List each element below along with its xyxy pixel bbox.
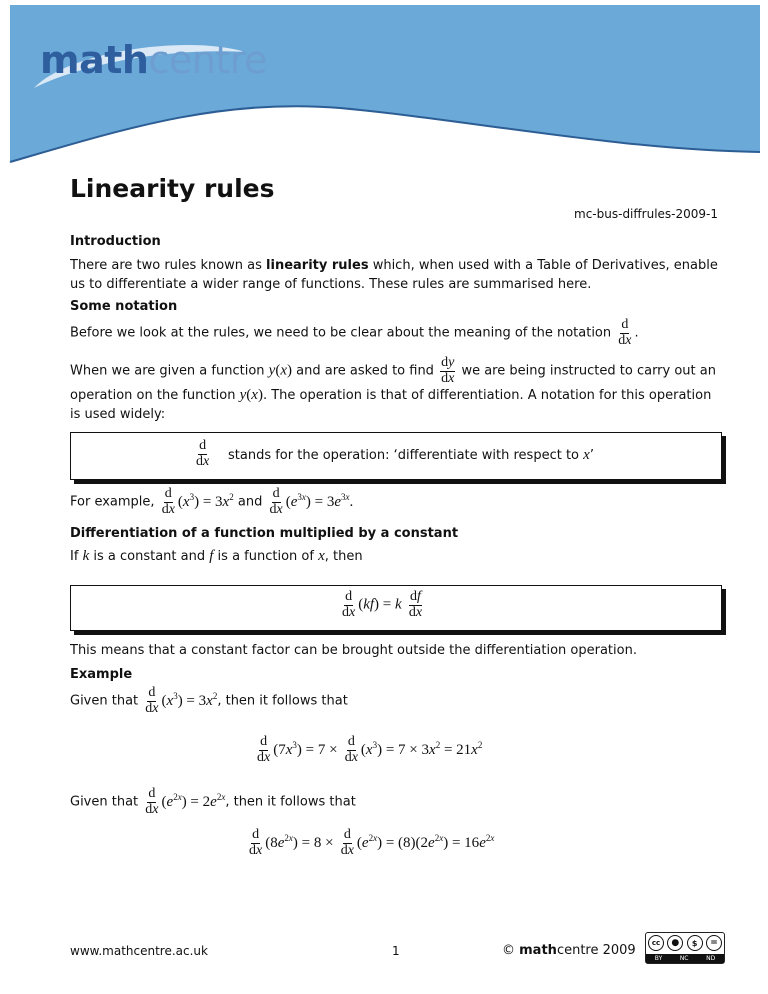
rule-box: [70, 585, 722, 631]
notation-paragraph: When we are given a function y(x) and are asked to find $\frac{dy}{dx}$ we are being instructed to carry out an operation on the function y(x). The operation is that of differentiation. A notation for this operation is used widely:: [70, 355, 717, 423]
noderivatives-icon: =: [706, 935, 722, 951]
rule-heading: Differentiation of a function multiplied by a constant: [70, 526, 459, 541]
document-code: mc-bus-diffrules-2009-1: [574, 207, 718, 221]
header-banner: [0, 0, 768, 175]
notation-heading: Some notation: [70, 299, 178, 314]
d-dx-fraction: $\frac{d}{dx}$: [618, 317, 632, 348]
noncommercial-icon: $: [687, 935, 703, 951]
cc-icons: [648, 935, 722, 952]
linearity-rules-term: linearity rules: [266, 258, 369, 273]
dy-dx-fraction: $\frac{dy}{dx}$: [441, 355, 455, 386]
page-number: 1: [392, 944, 400, 958]
cc-labels: BY NC ND: [646, 954, 724, 963]
page-title: Linearity rules: [70, 174, 275, 203]
intro-paragraph: There are two rules known as linearity rules which, when used with a Table of Derivatives, enable us to differentiate a wider range of functions. These rules are summarised here.: [70, 258, 718, 292]
footer-copyright: © mathcentre 2009: [502, 943, 636, 958]
banner-wave: [10, 5, 760, 162]
copyright-icon: ©: [502, 943, 515, 958]
notation-box: $\frac{d}{dx}$ stands for the operation: ‘differentiate with respect to x’: [70, 432, 722, 480]
logo-centre: centre: [148, 38, 267, 82]
example2-result: $\frac{d}{dx}$ $(8e^{2x}) = 8$ × $\frac{d}{dx}$ $(e^{2x}) = (8)(2e^{2x}) = 16e^{2x}$: [249, 827, 495, 858]
example1-given: Given that $\frac{d}{dx}$ $(x^3) = 3x^2$, then it follows that: [70, 685, 348, 716]
notation-line: Before we look at the rules, we need to be clear about the meaning of the notation $\frac{d}{dx}$ .: [70, 317, 639, 348]
rule-formula: $\frac{d}{dx}$ (kf) = k $\frac{df}{dx}$: [342, 589, 423, 620]
mathcentre-logo: [40, 38, 267, 82]
rule-intro: If k is a constant and f is a function of x, then: [70, 548, 363, 564]
creative-commons-icon: cc: [648, 935, 664, 951]
box-text: stands for the operation: ‘differentiate with respect to: [228, 448, 580, 463]
rule-meaning: This means that a constant factor can be brought outside the differentiation operation.: [70, 643, 637, 658]
footer-url[interactable]: www.mathcentre.ac.uk: [70, 944, 208, 958]
attribution-icon: ●: [667, 935, 683, 951]
logo-math: math: [40, 38, 149, 82]
example1-result: $\frac{d}{dx}$ $(7x^3) = 7$ × $\frac{d}{dx}$ $(x^3) = 7 \times 3x^2 = 21x^2$: [257, 734, 483, 765]
for-example-line: For example, $\frac{d}{dx}$ $(x^3) = 3x^2$ and $\frac{d}{dx}$ $(e^{3x}) = 3e^{3x}$.: [70, 486, 354, 517]
example2-given: Given that $\frac{d}{dx}$ $(e^{2x}) = 2e^{2x}$, then it follows that: [70, 786, 356, 817]
box-d-dx: $\frac{d}{dx}$: [196, 438, 210, 469]
example-heading: Example: [70, 667, 133, 682]
intro-heading: Introduction: [70, 234, 161, 249]
cc-license-badge: [645, 932, 725, 964]
